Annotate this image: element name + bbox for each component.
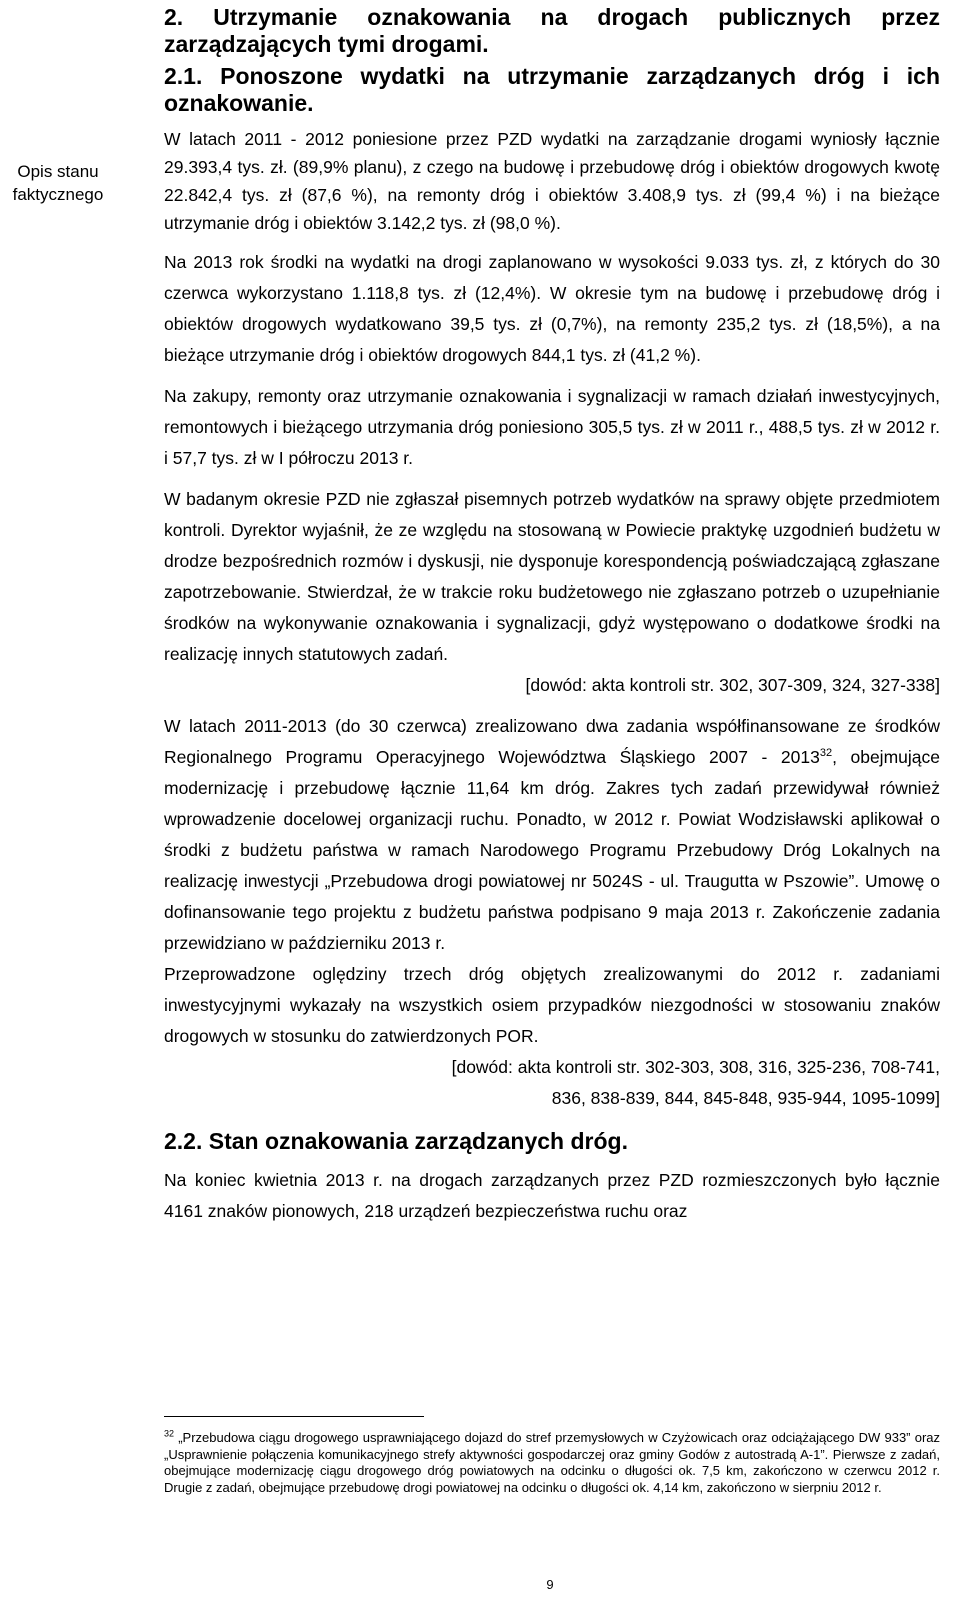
evidence-citation-2-line-1: [dowód: akta kontroli str. 302-303, 308, 316, 325-236, 708-741, bbox=[451, 1057, 940, 1077]
sidebar-label: Opis stanu faktycznego bbox=[12, 162, 104, 204]
footnote-reference: 32 bbox=[819, 747, 833, 760]
main-heading: 2. Utrzymanie oznakowania na drogach publicznych przez zarządzających tymi drogami. bbox=[164, 4, 940, 57]
paragraph-road-signs: Na koniec kwietnia 2013 r. na drogach zarządzanych przez PZD rozmieszczonych było łącznie 4161 znaków pionowych, 218 urządzeń bezpieczeństwa ruchu oraz bbox=[164, 1170, 940, 1221]
sub-heading: 2.1. Ponoszone wydatki na utrzymanie zarządzanych dróg i ich oznakowanie. bbox=[164, 63, 940, 116]
footnote-separator bbox=[164, 1416, 424, 1417]
page-number: 9 bbox=[546, 1577, 554, 1592]
paragraph-2013-budget: Na 2013 rok środki na wydatki na drogi zaplanowano w wysokości 9.033 tys. zł, z których do 30 czerwca wykorzystano 1.118,8 tys. zł (12,4%). W okresie tym na budowę i przebudowę dróg i obiektów drogowych wydatkowano 39,5 tys. zł (0,7%), na remonty 235,2 tys. zł (18,5%), a na bieżące utrzymanie dróg i obiektów drogowych 844,1 tys. zł (41,2 %). bbox=[164, 252, 940, 365]
paragraph-rpo-text-start: W latach 2011-2013 (do 30 czerwca) zrealizowano dwa zadania współfinansowane ze środków Regionalnego Programu Operacyjnego Województwa Śląskiego 2007 - 2013 bbox=[164, 716, 940, 767]
paragraph-pzd-needs: W badanym okresie PZD nie zgłaszał pisemnych potrzeb wydatków na sprawy objęte przedmiotem kontroli. Dyrektor wyjaśnił, że ze względu na stosowaną w Powiecie praktykę uzgodnień budżetu w drodze bezpośrednich rozmów i dyskusji, nie dysponuje korespondencją poświadczającą zgłaszane zapotrzebowanie. Stwierdzał, że w trakcie roku budżetowego nie zgłaszano potrzeb o uzupełnianie środków na wykonywanie oznakowania i sygnalizacji, gdyż występowano o dodatkowe środki na realizację innych statutowych zadań. bbox=[164, 489, 940, 664]
footnote-marker: 32 bbox=[164, 1428, 175, 1439]
section-heading-2-2: 2.2. Stan oznakowania zarządzanych dróg. bbox=[164, 1128, 628, 1154]
paragraph-rpo-projects bbox=[164, 711, 940, 959]
paragraph-expenditures: W latach 2011 - 2012 poniesione przez PZD wydatki na zarządzanie drogami wyniosły łącznie 29.393,4 tys. zł. (89,9% planu), z czego na budowę i przebudowę dróg i obiektów drogowych kwotę 22.842,4 tys. zł (87,6 %), na remonty dróg i obiektów 3.408,9 tys. zł (99,4 %) i na bieżące utrzymanie dróg i obiektów 3.142,2 tys. zł (98,0 %). bbox=[164, 129, 940, 233]
paragraph-rpo-text-end: , obejmujące modernizację i przebudowę łącznie 11,64 km dróg. Zakres tych zadań przewidywał również wprowadzenie docelowej organizacji ruchu. Ponadto, w 2012 r. Powiat Wodzisławski aplikował o środki z budżetu państwa w ramach Narodowego Programu Przebudowy Dróg Lokalnych na realizację inwestycji „Przebudowa drogi powiatowej nr 5024S - ul. Traugutta w Pszowie”. Umowę o dofinansowanie tego projektu z budżetu państwa podpisano 9 maja 2013 r. Zakończenie zadania przewidziano w październiku 2013 r. bbox=[164, 747, 940, 953]
main-content bbox=[164, 4, 940, 1227]
evidence-citation-2-line-2: 836, 838-839, 844, 845-848, 935-944, 1095-1099] bbox=[551, 1088, 940, 1108]
evidence-citation-1: [dowód: akta kontroli str. 302, 307-309, 324, 327-338] bbox=[525, 675, 940, 695]
paragraph-signage-costs: Na zakupy, remonty oraz utrzymanie oznakowania i sygnalizacji w ramach działań inwestycyjnych, remontowych i bieżącego utrzymania dróg poniesiono 305,5 tys. zł w 2011 r., 488,5 tys. zł w 2012 r. i 57,7 tys. zł w I półroczu 2013 r. bbox=[164, 386, 940, 468]
footnote bbox=[164, 1430, 940, 1496]
footnote-text: „Przebudowa ciągu drogowego usprawniającego dojazd do stref przemysłowych w Czyżowicach oraz odciążającego DW 933” oraz „Usprawnienie połączenia komunikacyjnego strefy aktywności gospodarczej oraz gminy Godów z autostradą A-1”. Pierwsze z zadań, obejmujące modernizację ciągu drogowego dróg powiatowych na odcinku o długości ok. 7,5 km, zakończono w czerwcu 2012 r. Drugie z zadań, obejmujące przebudowę drogi powiatowej na odcinku o długości ok. 4,14 km, zakończono w sierpniu 2012 r. bbox=[164, 1430, 940, 1495]
paragraph-inspection: Przeprowadzone oględziny trzech dróg objętych zrealizowanymi do 2012 r. zadaniami inwestycyjnymi wykazały na wszystkich osiem przypadków niezgodności w stosowaniu znaków drogowych w stosunku do zatwierdzonych POR. bbox=[164, 964, 940, 1046]
